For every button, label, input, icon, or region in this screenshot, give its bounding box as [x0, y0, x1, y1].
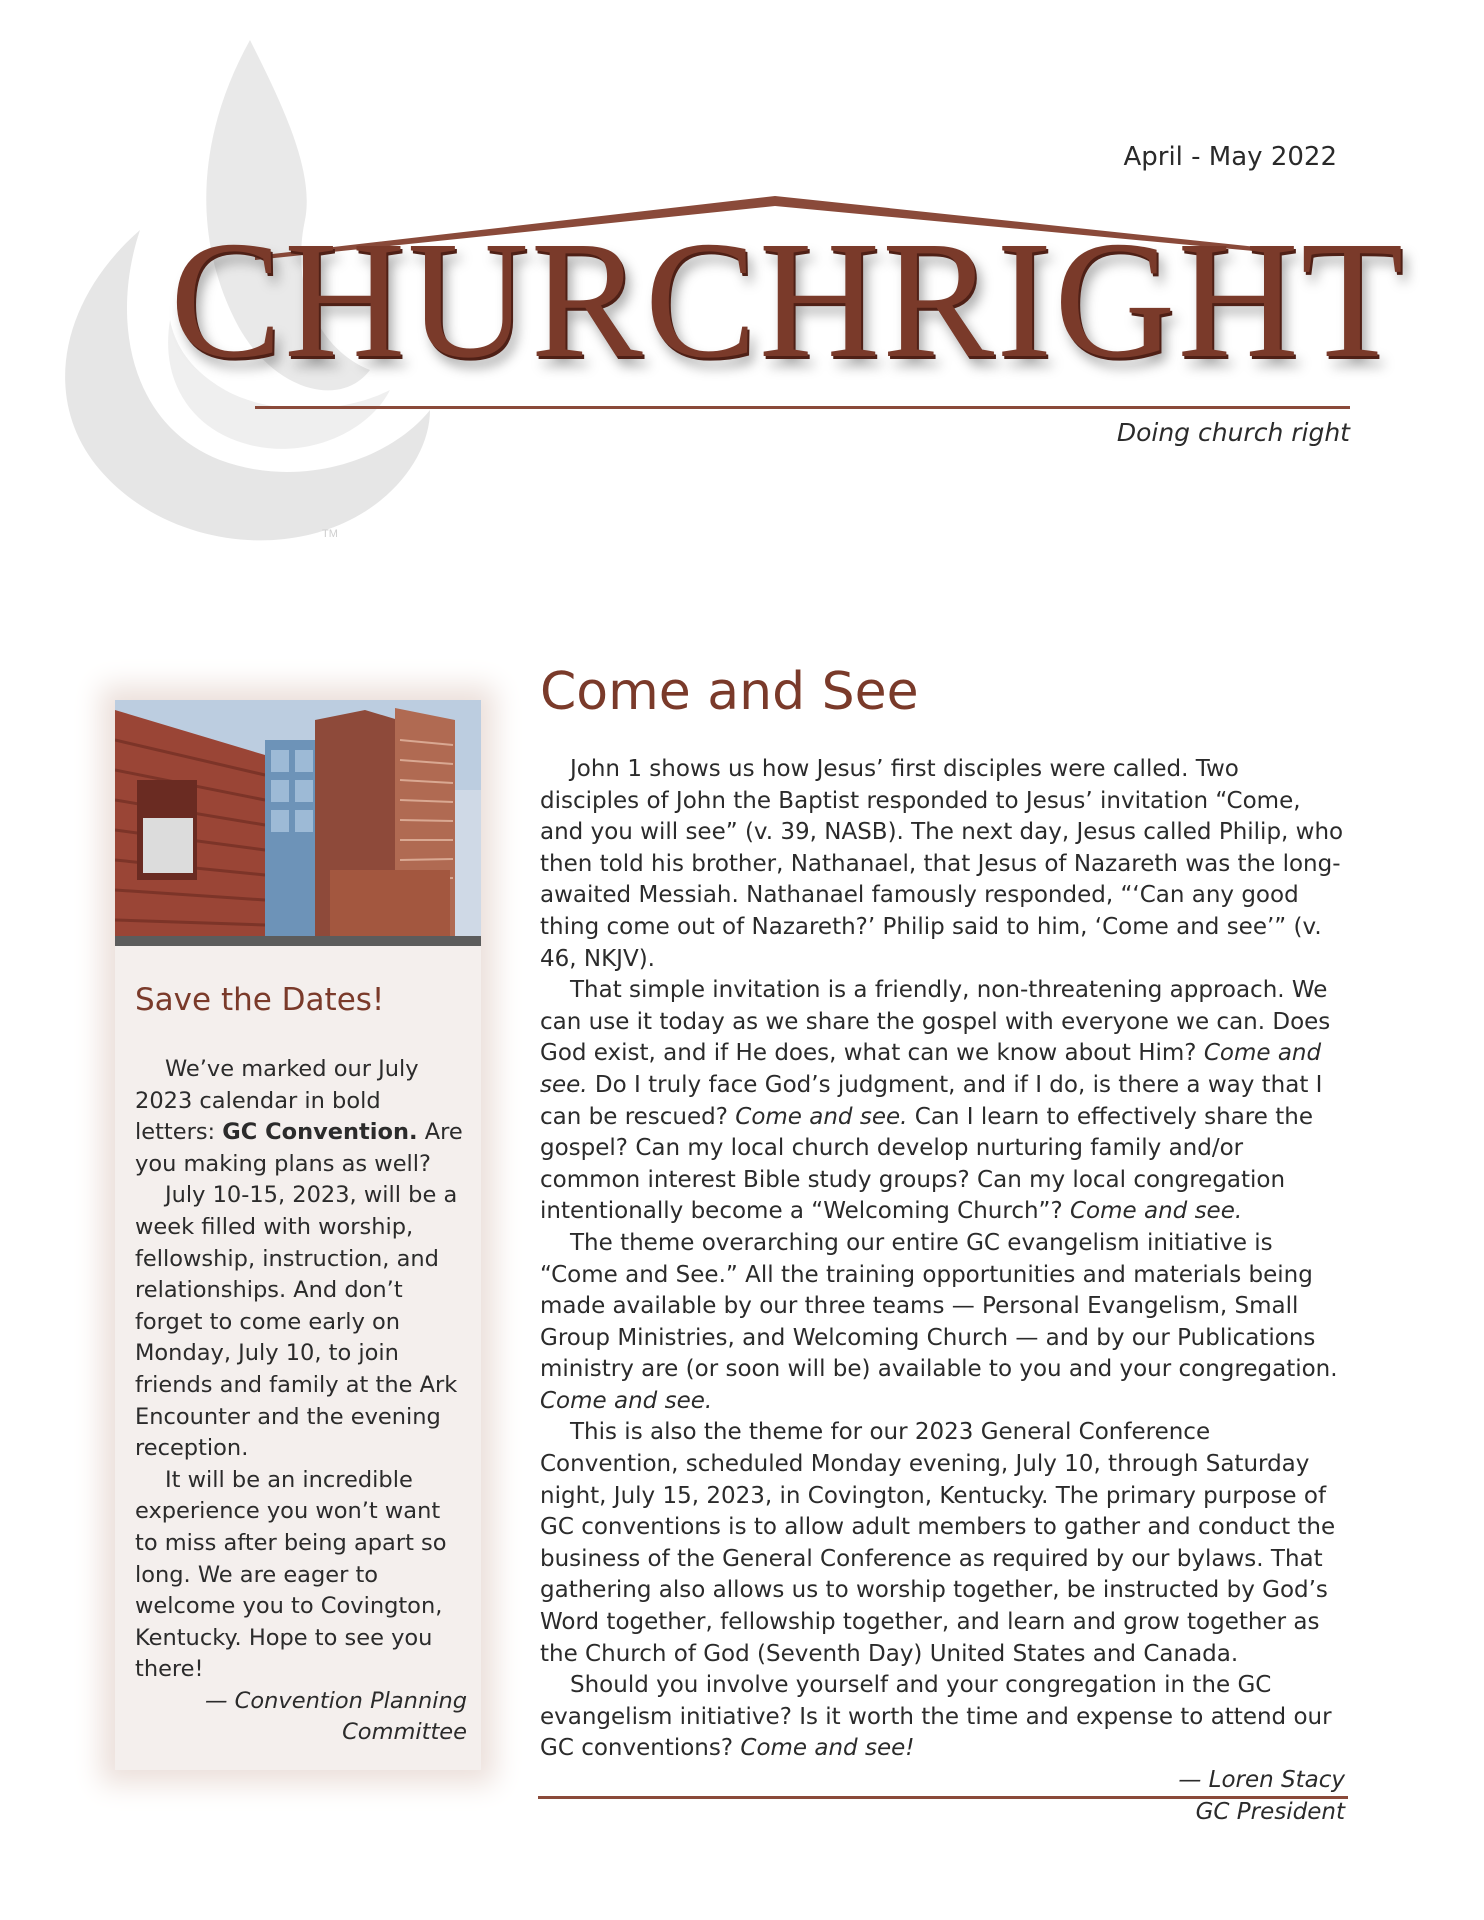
- sidebar-body: [135, 1054, 467, 1749]
- masthead-title: CHURCHRIGHT: [170, 207, 1406, 393]
- sidebar-paragraph: We’ve marked our July 2023 calendar in bold letters: GC Convention. Are you making plans as well?: [135, 1056, 463, 1177]
- sidebar-heading: Save the Dates!: [135, 982, 385, 1018]
- masthead-divider: [255, 406, 1350, 409]
- article-paragraph: This is also the theme for our 2023 General Conference Convention, scheduled Monday evening, July 10, through Saturday night, July 15, 2023, in Covington, Kentucky. The primary purpose of GC conventions is to allow adult members to gather and conduct the business of the General Conference as required by our bylaws. That gathering also allows us to worship together, be instructed by God’s Word together, fellowship together, and learn and grow together as the Church of God (Seventh Day) United States and Canada.: [540, 1419, 1336, 1667]
- sidebar-paragraph: It will be an incredible experience you won’t want to miss after being apart so long. We are eager to welcome you to Covington, Kentucky. Hope to see you there!: [135, 1466, 447, 1683]
- article-body: [540, 754, 1345, 1828]
- article-paragraph: John 1 shows us how Jesus’ first disciples were called. Two disciples of John the Baptist responded to Jesus’ invitation “Come, and you will see” (v. 39, NASB). The next day, Jesus called Philip, who then told his brother, Nathanael, that Jesus of Nazareth was the long-awaited Messiah. Nathanael famously responded, “‘Can any good thing come out of Nazareth?’ Philip said to him, ‘Come and see’” (v. 46, NKJV).: [540, 756, 1344, 972]
- sidebar-box: [115, 700, 481, 1770]
- article-paragraph: That simple invitation is a friendly, non-threatening approach. We can use it today as we share the gospel with everyone we can. Does God exist, and if He does, what can we know about Him? Come and see. Do I truly face God’s judgment, and if I do, is there a way that I can be rescued? Come and see. Can I learn to effectively share the gospel? Can my local church develop nurturing family and/or common interest Bible study groups? Can my local congregation intentionally become a “Welcoming Church”? Come and see.: [540, 977, 1331, 1225]
- article-title: Come and See: [540, 662, 919, 722]
- article-bottom-divider: [538, 1796, 1348, 1799]
- masthead-tagline: Doing church right: [1116, 418, 1350, 447]
- sidebar-signature: — Convention Planning Committee: [205, 1687, 467, 1746]
- convention-center-photo: [115, 700, 481, 946]
- article-paragraph: Should you involve yourself and your congregation in the GC evangelism initiative? Is it worth the time and expense to attend our GC conventions? Come and see!: [540, 1672, 1332, 1762]
- sidebar-paragraph: July 10-15, 2023, will be a week filled with worship, fellowship, instruction, and relationships. And don’t forget to come early on Monday, July 10, to join friends and family at the Ark Encounter and the evening reception.: [135, 1182, 458, 1462]
- trademark-mark: TM: [322, 528, 338, 540]
- issue-date: April - May 2022: [1123, 142, 1337, 172]
- article-signature: — Loren Stacy GC President: [1178, 1767, 1345, 1825]
- article-paragraph: The theme overarching our entire GC evangelism initiative is “Come and See.” All the training opportunities and materials being made available by our three teams — Personal Evangelism, Small Group Ministries, and Welcoming Church — and by our Publications ministry are (or soon will be) available to you and your congregation. Come and see.: [540, 1229, 1338, 1414]
